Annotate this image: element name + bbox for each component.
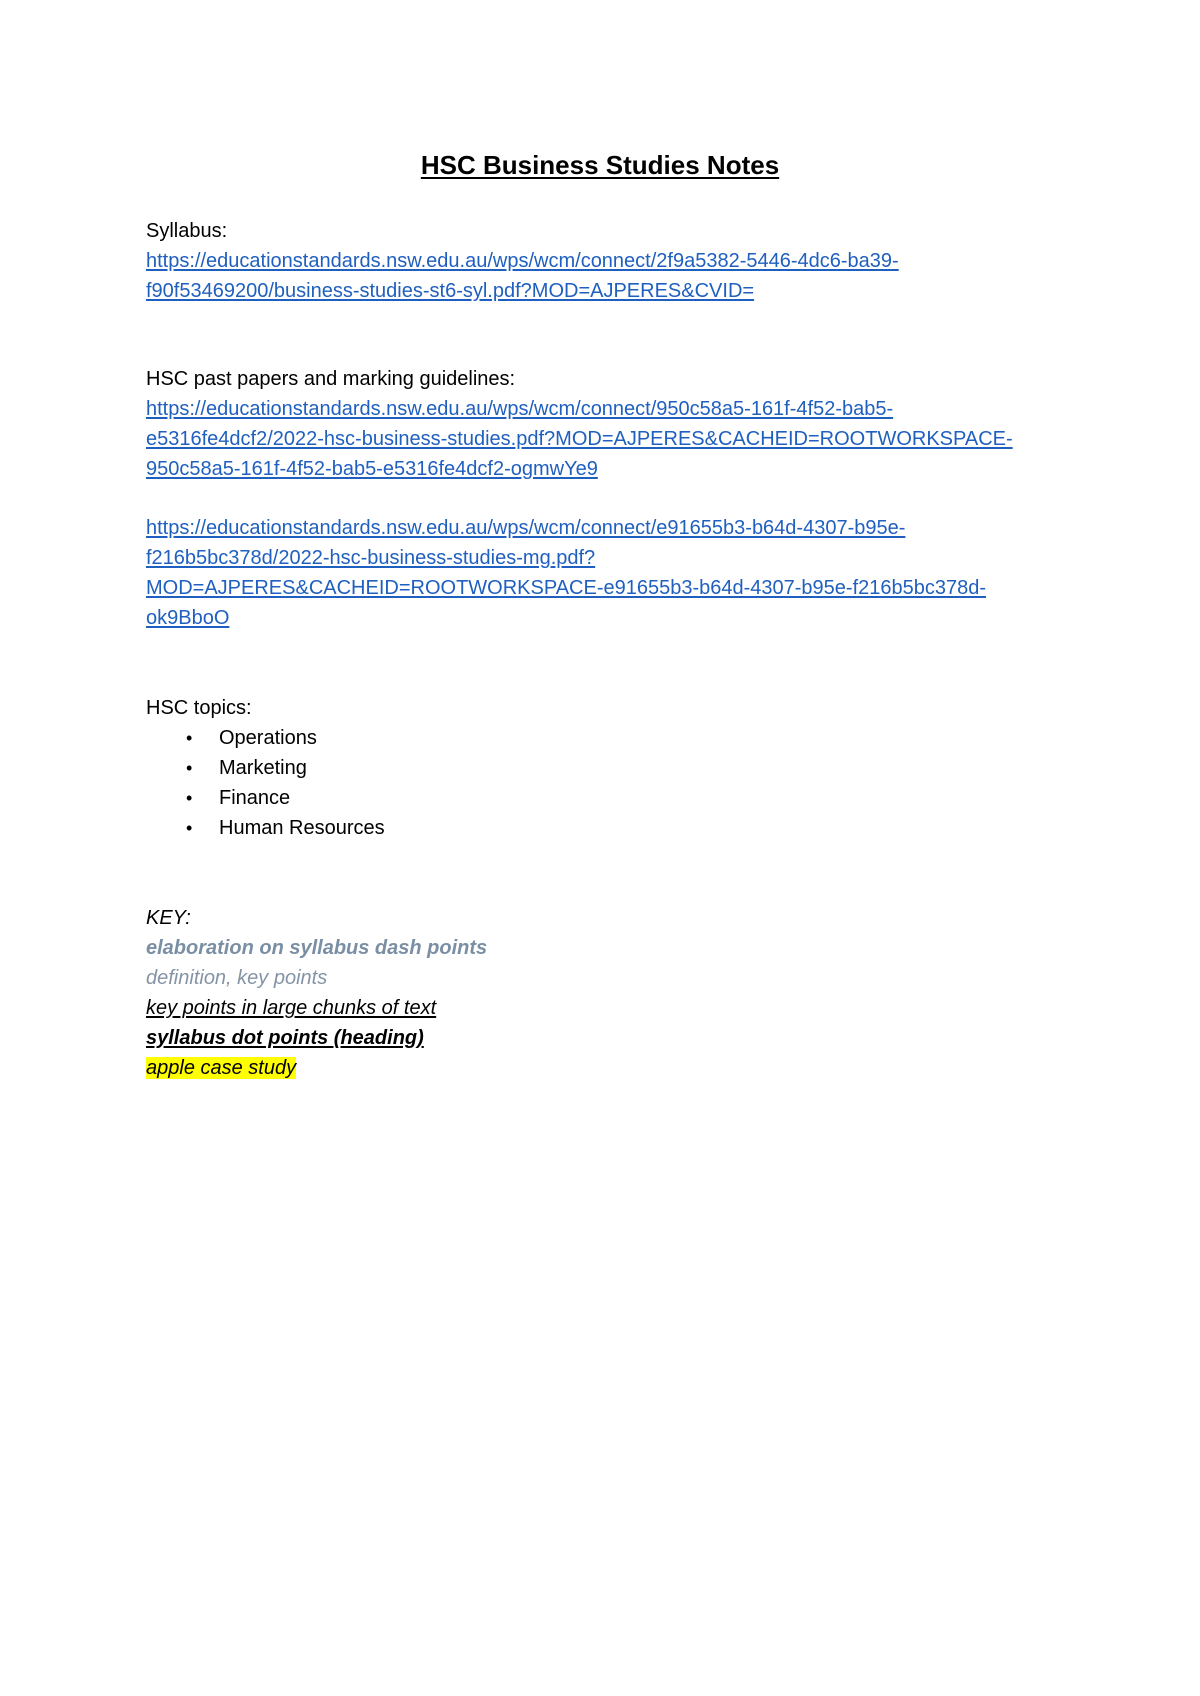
past-paper-link-line: https://educationstandards.nsw.edu.au/wps/wcm/connect/950c58a5-161f-4f52-bab5- — [146, 398, 894, 420]
topic-item: • Operations — [186, 723, 1076, 753]
topic-item: • Finance — [186, 783, 1076, 813]
marking-guidelines-link-line: f216b5bc378d/2022-hsc-business-studies-mg.pdf? — [146, 547, 596, 569]
key-case-study: apple case study — [146, 1057, 297, 1079]
marking-guidelines-link-line: MOD=AJPERES&CACHEID=ROOTWORKSPACE-e91655b3-b64d-4307-b95e-f216b5bc378d- — [146, 577, 987, 599]
key-definition: definition, key points — [146, 967, 328, 989]
syllabus-link-line: f90f53469200/business-studies-st6-syl.pdf?MOD=AJPERES&CVID= — [146, 280, 755, 302]
syllabus-label: Syllabus: — [146, 220, 228, 242]
marking-guidelines-link-line: ok9BboO — [146, 607, 230, 629]
topic-item: • Human Resources — [186, 813, 1076, 843]
past-paper-link-line: e5316fe4dcf2/2022-hsc-business-studies.pdf?MOD=AJPERES&CACHEID=ROOTWORKSPACE- — [146, 428, 1013, 450]
document-body — [146, 216, 1076, 1083]
marking-guidelines-link-line: https://educationstandards.nsw.edu.au/wps/wcm/connect/e91655b3-b64d-4307-b95e- — [146, 517, 906, 539]
topics-list — [146, 723, 1076, 843]
topics-label: HSC topics: — [146, 697, 252, 719]
past-papers-label: HSC past papers and marking guidelines: — [146, 368, 516, 390]
key-chunks: key points in large chunks of text — [146, 997, 437, 1019]
page-title: HSC Business Studies Notes — [420, 150, 780, 180]
past-paper-link[interactable] — [146, 394, 1076, 484]
key-label: KEY: — [146, 907, 191, 929]
syllabus-link[interactable] — [146, 246, 1076, 306]
syllabus-link-line: https://educationstandards.nsw.edu.au/wps/wcm/connect/2f9a5382-5446-4dc6-ba39- — [146, 250, 899, 272]
topic-item: • Marketing — [186, 753, 1076, 783]
key-elaboration: elaboration on syllabus dash points — [146, 937, 488, 959]
marking-guidelines-link[interactable] — [146, 513, 1076, 633]
key-heading: syllabus dot points (heading) — [146, 1027, 424, 1049]
past-paper-link-line: 950c58a5-161f-4f52-bab5-e5316fe4dcf2-ogmwYe9 — [146, 458, 598, 480]
